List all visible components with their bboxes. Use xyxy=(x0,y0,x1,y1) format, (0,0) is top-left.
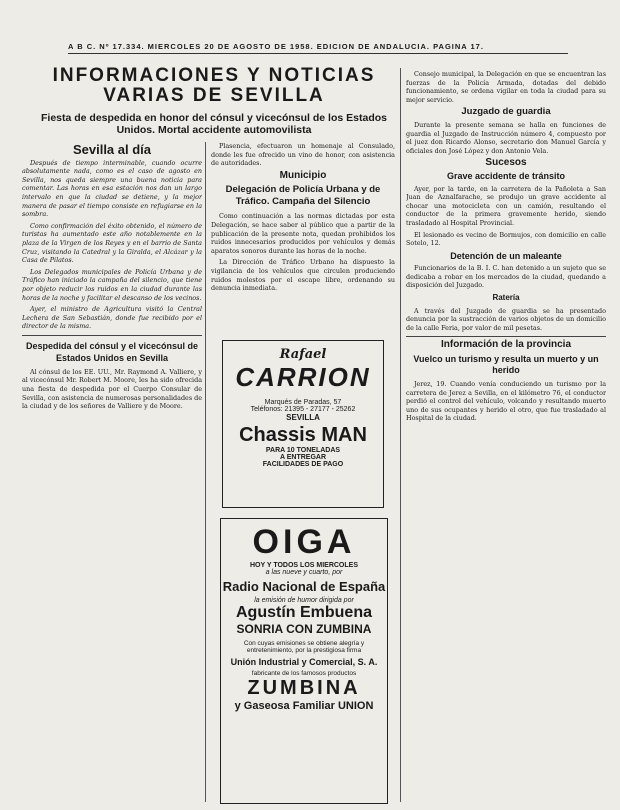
ad-carrion-name: CARRION xyxy=(235,362,371,392)
column-rule xyxy=(400,68,401,802)
heading-delegacion: Delegación de Policía Urbana y de Tráfico. Campaña del Silencio xyxy=(225,184,381,208)
heading-provincia: Información de la provincia xyxy=(440,339,572,351)
heading-vuelco: Vuelco un turismo y resulta un muerto y un herido xyxy=(413,354,599,376)
column-right xyxy=(406,70,606,804)
ad-carrion-cap1: PARA 10 TONELADAS xyxy=(265,447,341,454)
heading-maleante: Detención de un maleante xyxy=(450,250,562,261)
article-paragraph: Como continuación a las normas dictadas por esta Delegación, se hace saber al público que a partir de la publicación de la presente nota, quedan prohibidos los ruidos innecesarios producidos por vehículos y demás aparatos sonoros durante las horas de la noche. xyxy=(211,212,395,255)
ad-carrion-city: SEVILLA xyxy=(286,413,320,422)
page-header: A B C. Nº 17.334. MIERCOLES 20 DE AGOSTO DE 1958. EDICION DE ANDALUCIA. PAGINA 17. xyxy=(68,42,568,54)
article-paragraph: A través del Juzgado de guardia se ha presentado denuncia por la sustracción de varios objetos de un domicilio de la calle Feria, por valor de mil pesetas. xyxy=(406,306,606,332)
newspaper-page xyxy=(8,8,614,806)
ad-oiga xyxy=(220,518,388,804)
heading-despedida: Despedida del cónsul y el vicecónsul de Estados Unidos en Sevilla xyxy=(25,340,199,363)
article-paragraph: Los Delegados municipales de Policía Urbana y de Tráfico han iniciado la campaña del silencio, que tiene por objeto reducir los ruidos en la ciudad durante las horas de la noche y facilitar el descanso de los vecinos. xyxy=(22,267,202,302)
heading-juzgado: Juzgado de guardia xyxy=(461,106,551,118)
article-paragraph: Jerez, 19. Cuando venía conduciendo un turismo por la carretera de Jerez a Sevilla, en el kilómetro 76, el conductor perdió el control del vehículo, volcando y resultando muerto uno de sus ocupantes y herido el otro, que fue trasladado al Hospital de la ciudad. xyxy=(406,380,606,423)
heading-municipio: Municipio xyxy=(279,169,327,181)
ad-carrion-product: Chassis MAN xyxy=(239,424,367,446)
article-paragraph: Ayer, por la tarde, en la carretera de la Pañoleta a San Juan de Aznalfarache, se produjo un grave accidente al chocar una motocicleta con un camión, resultando el conductor de la primera gravemente herido, siendo trasladado al Hospital Provincial. xyxy=(406,184,606,227)
column-left xyxy=(22,142,202,806)
ad-oiga-footer2: fabricante de los famosos productos xyxy=(251,670,357,677)
article-paragraph: Funcionarios de la B. I. C. han detenido a un sujeto que se dedicaba a robar en los mercados de la ciudad, quedando a disposición del Juzgado. xyxy=(406,264,606,290)
column-middle xyxy=(211,142,395,328)
ad-carrion xyxy=(222,340,384,508)
section-subtitle: Fiesta de despedida en honor del cónsul y vicecónsul de los Estados Unidos. Mortal accidente automovilista xyxy=(40,112,387,136)
article-paragraph: Al cónsul de los EE. UU., Mr. Raymond A. Valliere, y al vicecónsul Mr. Robert M. Moore, les ha sido ofrecida una fiesta de despedida por el Cuerpo Consular de Sevilla, con asistencia de numerosas personalidades de la ciudad y de los señores de Valliere y de Moore. xyxy=(22,367,202,411)
article-paragraph: Después de tiempo interminable, cuando ocurre absolutamente nada, como es el caso de agosto en Sevilla, nos queda siempre una buena noticia para comentar. Las horas en esa estación nos dan un largo intervalo en que la ciudad se detiene, y la mejor manera de pasar el tiempo consiste en refugiarse en la sombra. xyxy=(22,158,202,219)
ad-oiga-show: SONRIA CON ZUMBINA xyxy=(236,622,372,636)
article-paragraph: Plasencia, efectuaron un homenaje al Consulado, donde les fue ofrecido un vino de honor, con asistencia de autoridades. xyxy=(211,142,395,168)
article-paragraph: La Dirección de Tráfico Urbano ha dispuesto la vigilancia de los vehículos que circulen produciendo ruidos molestos por el escape libre, ordenando su denuncia inmediata. xyxy=(211,258,395,293)
ad-oiga-name: Agustín Embuena xyxy=(235,604,372,621)
article-paragraph: Durante la presente semana se halla en funciones de guardia el Juzgado de Instrucción número 4, compuesto por el juez don Ricardo Alonso, secretario don Manuel García y oficiales don José López y don Antonio Vela. xyxy=(406,120,606,155)
ad-carrion-phones: Teléfonos: 21395 - 27177 - 25262 xyxy=(250,406,356,413)
divider xyxy=(22,335,202,336)
ad-carrion-cap3: FACILIDADES DE PAGO xyxy=(262,461,344,468)
ad-oiga-when1: HOY Y TODOS LOS MIERCOLES xyxy=(249,562,358,569)
ad-oiga-emission: la emisión de humor dirigida por xyxy=(254,597,354,604)
heading-sucesos: Sucesos xyxy=(485,157,527,169)
ad-carrion-script: Rafael xyxy=(279,347,327,362)
ad-oiga-company: Unión Industrial y Comercial, S. A. xyxy=(230,657,378,667)
article-paragraph: Como confirmación del éxito obtenido, el número de turistas ha aumentado este año notablemente en la plaza de la Virgen de los Reyes y en el barrio de Santa Cruz, visitando la Catedral y la Giralda, el Alcázar y la Casa de Pilatos. xyxy=(22,221,202,265)
ad-oiga-brand: ZUMBINA xyxy=(247,677,361,699)
heading-sevilla-al-dia: Sevilla al día xyxy=(72,142,152,157)
ad-oiga-brand2: y Gaseosa Familiar UNION xyxy=(234,700,374,712)
article-paragraph: Ayer, el ministro de Agricultura visitó la Central Lechera de San Sebastián, donde fue recibido por el director de la misma. xyxy=(22,305,202,331)
ad-oiga-footer1: Con cuyas emisiones se obtiene alegría y entretenimiento, por la prestigiosa firma xyxy=(243,640,365,654)
section-title xyxy=(30,66,398,106)
section-title-line2: VARIAS DE SEVILLA xyxy=(103,85,325,106)
ad-carrion-cap2: A ENTREGAR xyxy=(279,454,327,461)
ad-oiga-station: Radio Nacional de España xyxy=(222,579,386,594)
divider xyxy=(406,336,606,337)
section-title-line1: INFORMACIONES Y NOTICIAS xyxy=(52,65,376,86)
heading-grave-accidente: Grave accidente de tránsito xyxy=(446,170,566,181)
ad-carrion-address: Marqués de Paradas, 57 xyxy=(264,399,342,406)
article-paragraph: El lesionado es vecino de Bormujos, con domicilio en calle Sotelo, 12. xyxy=(406,230,606,248)
ad-oiga-when2: a las nueve y cuarto, por xyxy=(265,569,343,576)
ad-oiga-title: OIGA xyxy=(252,523,356,561)
column-rule xyxy=(205,142,206,802)
article-paragraph: Consejo municipal, la Delegación en que se encuentran las fuerzas de la Policía Armada, dotadas del debido funcionamiento, se ordena vigilar en toda la ciudad para su mejor servicio. xyxy=(406,70,606,104)
heading-rateria: Ratería xyxy=(492,293,520,303)
